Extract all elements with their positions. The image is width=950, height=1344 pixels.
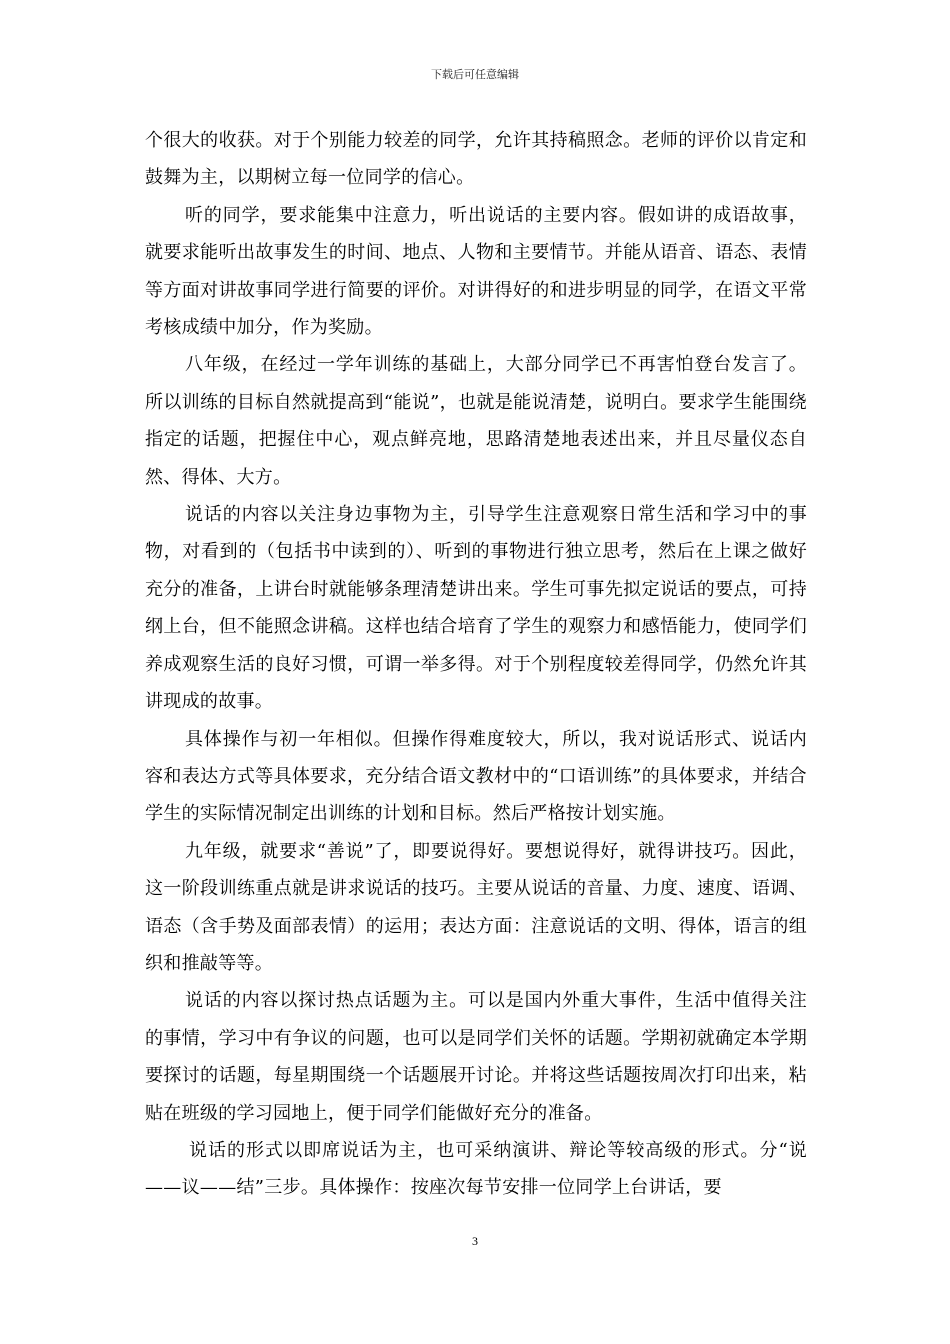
paragraph-hot-topics: 说话的内容以探讨热点话题为主。可以是国内外重大事件，生活中值得关注的事情，学习中有争议的问题，也可以是同学们关怀的话题。学期初就确定本学期要探讨的话题，每星期围绕一个话题展开讨论。并将这些话题按周次打印出来，粘贴在班级的学习园地上，便于同学们能做好充分的准备。 — [145, 990, 807, 1124]
paragraph-grade-nine: 九年级，就要求“善说”了，即要说得好。要想说得好，就得讲技巧。因此，这一阶段训练重点就是讲求说话的技巧。主要从说话的音量、力度、速度、语调、语态（含手势及面部表情）的运用；表达方面：注意说话的文明、得体，语言的组织和推敲等等。 — [145, 840, 807, 974]
paragraph-listening: 听的同学，要求能集中注意力，听出说话的主要内容。假如讲的成语故事，就要求能听出故事发生的时间、地点、人物和主要情节。并能从语音、语态、表情等方面对讲故事同学进行简要的评价。对讲得好的和进步明显的同学，在语文平常考核成绩中加分，作为奖励。 — [145, 204, 807, 339]
paragraph-continuation: 个很大的收获。对于个别能力较差的同学，允许其持稿照念。老师的评价以肯定和鼓舞为主，以期树立每一位同学的信心。 — [145, 130, 807, 189]
paragraph-speech-content: 说话的内容以关注身边事物为主，引导学生注意观察日常生活和学习中的事物，对看到的（包括书中读到的）、听到的事物进行独立思考，然后在上课之做好充分的准备，上讲台时就能够条理清楚讲出来。学生可事先拟定说话的要点，可持纲上台，但不能照念讲稿。这样也结合培育了学生的观察力和感悟能力，使同学们养成观察生活的良好习惯，可谓一举多得。对于个别程度较差得同学，仍然允许其讲现成的故事。 — [145, 504, 807, 713]
page-number: 3 — [472, 1234, 478, 1248]
paragraph-speech-form: 说话的形式以即席说话为主，也可采纳演讲、辩论等较高级的形式。分“说——议——结”三步。具体操作：按座次每节安排一位同学上台讲话，要 — [145, 1139, 807, 1199]
document-body — [145, 122, 807, 1207]
paragraph-grade-eight: 八年级，在经过一学年训练的基础上，大部分同学已不再害怕登台发言了。所以训练的目标自然就提高到“能说”，也就是能说清楚，说明白。要求学生能围绕指定的话题，把握住中心，观点鲜亮地，思路清楚地表述出来，并且尽量仪态自然、得体、大方。 — [145, 354, 807, 488]
page-header: 下载后可任意编辑 — [431, 68, 519, 81]
paragraph-operation: 具体操作与初一年相似。但操作得难度较大，所以，我对说话形式、说话内容和表达方式等具体要求，充分结合语文教材中的“口语训练”的具体要求，并结合学生的实际情况制定出训练的计划和目标。然后严格按计划实施。 — [145, 728, 807, 825]
